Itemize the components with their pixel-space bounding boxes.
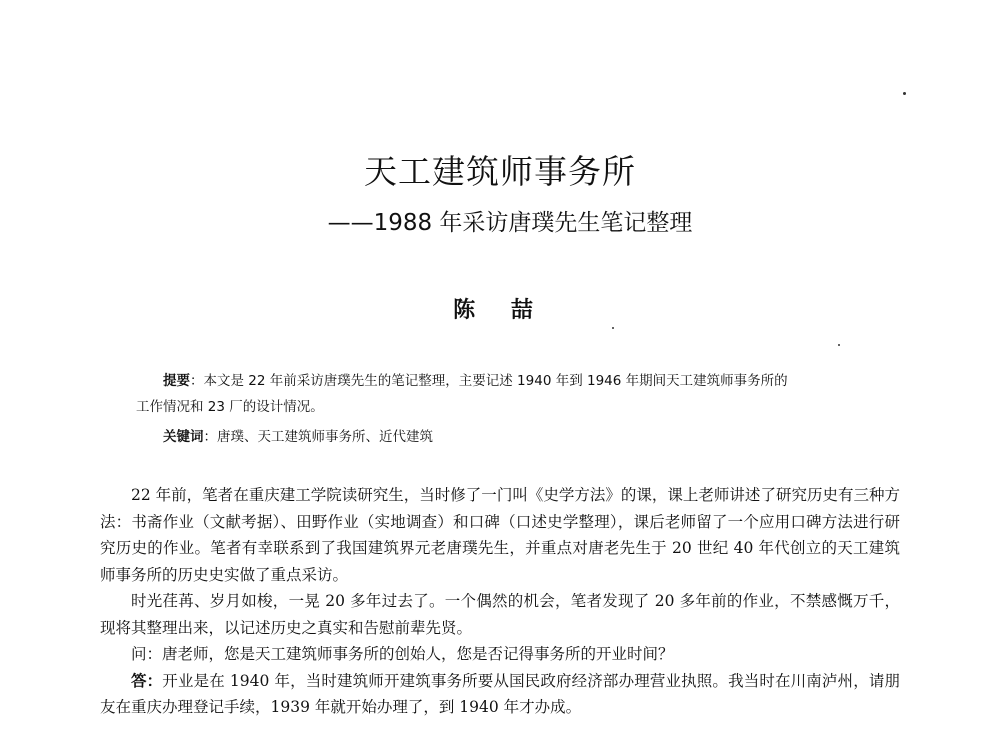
keywords-label: 关键词	[163, 429, 204, 445]
scan-speck	[903, 92, 906, 95]
abstract-label: 提要	[163, 373, 190, 389]
article-title: 天工建筑师事务所	[364, 152, 636, 191]
keywords-colon: ：	[203, 429, 217, 445]
body-paragraph-2: 时光荏苒、岁月如梭，一晃 20 多年过去了。一个偶然的机会，笔者发现了 20 多年前的作业，不禁感慨万千，现将其整理出来，以记述历史之真实和告慰前辈先贤。	[100, 592, 900, 637]
answer-text: 开业是在 1940 年，当时建筑师开建筑事务所要从国民政府经济部办理营业执照。我当时在川南泸州，请朋友在重庆办理登记手续，1939 年就开始办理了，到 1940 年才办成。	[100, 671, 900, 716]
abstract-text-1: 本文是 22 年前采访唐璞先生的笔记整理，主要记述 1940 年到 1946 年期间天工建筑师事务所的	[203, 373, 788, 389]
article-author: 陈 喆	[453, 298, 547, 323]
keywords-text: 唐璞、天工建筑师事务所、近代建筑	[217, 429, 433, 445]
question-label: 问：	[131, 645, 163, 663]
keywords-block	[163, 425, 863, 445]
abstract-line-2: 工作情况和 23 厂的设计情况。	[136, 399, 324, 415]
article-body	[100, 482, 900, 721]
answer-label: 答：	[131, 671, 163, 690]
abstract-colon: ：	[190, 373, 204, 389]
abstract-block	[136, 368, 876, 420]
scan-speck	[838, 344, 840, 346]
question-text: 唐老师，您是天工建筑师事务所的创始人，您是否记得事务所的开业时间？	[162, 645, 674, 663]
scan-speck	[612, 327, 614, 329]
article-subtitle: ——1988 年采访唐璞先生笔记整理	[327, 210, 693, 236]
question-paragraph	[100, 641, 900, 668]
answer-paragraph	[100, 668, 900, 721]
abstract-line-1	[136, 368, 876, 394]
body-paragraph-1: 22 年前，笔者在重庆建工学院读研究生，当时修了一门叫《史学方法》的课，课上老师讲述了研究历史有三种方法：书斋作业（文献考据）、田野作业（实地调查）和口碑（口述史学整理），课后老师留了一个应用口碑方法进行研究历史的作业。笔者有幸联系到了我国建筑界元老唐璞先生，并重点对唐老先生于 20 世纪 40 年代创立的天工建筑师事务所的历史史实做了重点采访。	[100, 486, 900, 584]
